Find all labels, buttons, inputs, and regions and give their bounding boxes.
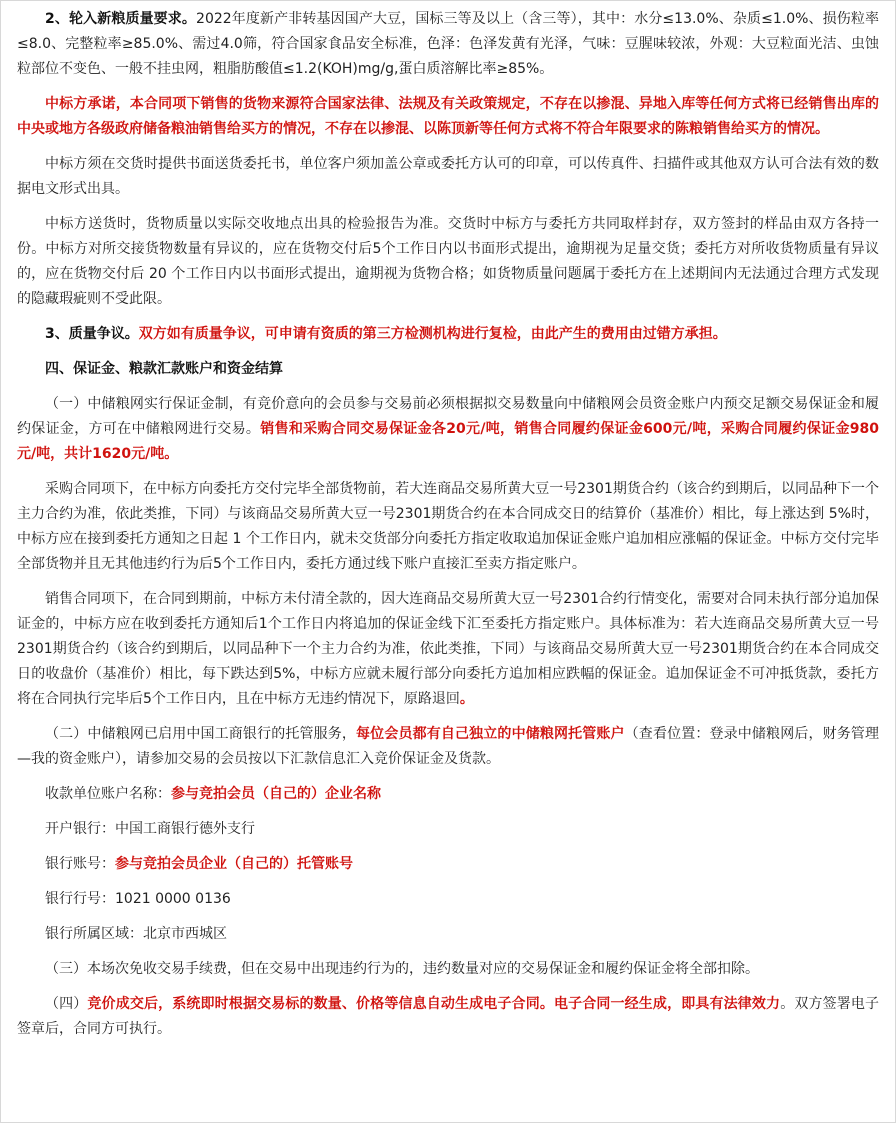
seller-commitment-text: 中标方承诺，本合同项下销售的货物来源符合国家法律、法规及有关政策规定，不存在以掺混、异地入库等任何方式将已经销售出库的中央或地方各级政府储备粮油销售给买方的情况，不存在以掺混、以陈顶新等任何方式将不符合年限要求的陈粮销售给买方的情况。 [17,96,879,137]
bank-account-label: 银行账号： [45,856,115,872]
bank-name-label: 开户银行： [45,821,115,837]
paragraph-custody-service [17,722,879,772]
paragraph-delivery-inspection [17,212,879,312]
fee-waiver-text: （三）本场次免收交易手续费，但在交易中出现违约行为的，违约数量对应的交易保证金和履约保证金将全部扣除。 [45,961,759,977]
bank-code-line [17,887,879,912]
paragraph-electronic-contract [17,992,879,1042]
deposit-system-text: （一）中储粮网实行保证金制，有竞价意向的会员参与交易前必须根据拟交易数量向中储粮网会员资金账户内预交足额交易保证金和履约保证金，方可在中储粮网进行交易。 [17,396,879,437]
sales-contract-margin-text: 销售合同项下，在合同到期前，中标方未付清全款的，因大连商品交易所黄大豆一号2301合约行情变化，需要对合同未执行部分追加保证金的，中标方应在收到委托方通知后1个工作日内将追加的保证金线下汇至委托方指定账户。具体标准为：若大连商品交易所黄大豆一号2301期货合约（该合约到期后，以同品种下一个主力合约为准，依此类推，下同）与该商品交易所黄大豆一号2301期货合约在本合同成交日的收盘价（基准价）相比，每下跌达到5%，中标方应就未履行部分向委托方追加相应跌幅的保证金。追加保证金不可冲抵货款，委托方将在合同执行完毕后5个工作日内，且在中标方无违约情况下，原路退回 [17,591,879,707]
bank-code-label: 银行行号： [45,891,115,907]
bank-account-line [17,852,879,877]
bank-name-value: 中国工商银行德外支行 [115,821,255,837]
electronic-contract-text-b: 。双方签署电子签章后，合同方可执行。 [17,996,880,1037]
bank-name-line [17,817,879,842]
section-title-deposit-settlement [17,357,879,382]
bank-region-line [17,922,879,947]
sales-contract-margin-end-mark: 。 [459,691,474,707]
paragraph-deposit-system [17,392,879,467]
delivery-authorization-text: 中标方须在交货时提供书面送货委托书，单位客户须加盖公章或委托方认可的印章，可以传真件、扫描件或其他双方认可合法有效的数据电文形式出具。 [17,156,879,197]
electronic-contract-text-a: （四） [45,996,88,1012]
quality-dispute-text: 双方如有质量争议，可申请有资质的第三方检测机构进行复检，由此产生的费用由过错方承担。 [138,326,727,342]
paragraph-fee-waiver [17,957,879,982]
custody-service-text-a: （二）中储粮网已启用中国工商银行的托管服务， [45,726,357,742]
deposit-settlement-heading: 四、保证金、粮款汇款账户和资金结算 [45,361,283,377]
paragraph-sales-contract-margin [17,587,879,712]
custody-account-highlight: 每位会员都有自己独立的中储粮网托管账户 [356,726,625,742]
purchase-contract-margin-text: 采购合同项下，在中标方向委托方交付完毕全部货物前，若大连商品交易所黄大豆一号2301期货合约（该合约到期后，以同品种下一个主力合约为准，依此类推，下同）与该商品交易所黄大豆一号2301期货合约在本合同成交日的结算价（基准价）相比，每上涨达到 5%时，中标方应在接到委托方通知之日起 1 个工作日内，就未交货部分向委托方指定收取追加保证金账户追加相应涨幅的保证金。中标方交付完毕全部货物并且无其他违约行为后5个工作日内，委托方通过线下账户直接汇至卖方指定账户。 [17,481,879,572]
paragraph-purchase-contract-margin [17,477,879,577]
deposit-amounts-text: 销售和采购合同交易保证金各20元/吨，销售合同履约保证金600元/吨，采购合同履约保证金980元/吨，共计1620元/吨。 [17,421,880,462]
account-name-label: 收款单位账户名称： [45,786,171,802]
bank-region-label: 银行所属区域： [45,926,143,942]
section-heading-quality-dispute: 3、质量争议。 [45,326,139,342]
section-heading-quality-requirements: 2、轮入新粮质量要求。 [45,11,197,27]
account-name-value: 参与竞拍会员（自己的）企业名称 [171,786,381,802]
bank-account-value: 参与竞拍会员企业（自己的）托管账号 [115,856,353,872]
account-name-line [17,782,879,807]
quality-requirements-text: 2022年度新产非转基因国产大豆，国标三等及以上（含三等），其中：水分≤13.0%、杂质≤1.0%、损伤粒率≤8.0、完整粒率≥85.0%、需过4.0筛，符合国家食品安全标准，色泽：色泽发黄有光泽，气味：豆腥味较浓，外观：大豆粒面光洁、虫蚀粒部位不变色、一般不挂虫网，粗脂肪酸值≤1.2(KOH)mg/g,蛋白质溶解比率≥85%。 [17,11,879,77]
delivery-inspection-text: 中标方送货时，货物质量以实际交收地点出具的检验报告为准。交货时中标方与委托方共同取样封存，双方签封的样品由双方各持一份。中标方对所交接货物数量有异议的，应在货物交付后5个工作日内以书面形式提出，逾期视为足量交货；委托方对所收货物质量有异议的，应在货物交付后 20 个工作日内以书面形式提出，逾期视为货物合格；如货物质量问题属于委托方在上述期间内无法通过合理方式发现的隐藏瑕疵则不受此限。 [17,216,879,307]
document-body [17,7,879,1052]
paragraph-quality-dispute [17,322,879,347]
paragraph-seller-commitment [17,92,879,142]
custody-service-text-b: （查看位置：登录中储粮网后，财务管理—我的资金账户），请参加交易的会员按以下汇款信息汇入竞价保证金及货款。 [17,726,880,767]
bank-region-value: 北京市西城区 [143,926,227,942]
paragraph-new-grain-quality [17,7,879,82]
paragraph-delivery-authorization [17,152,879,202]
bank-code-value: 1021 0000 0136 [115,891,231,907]
electronic-contract-highlight: 竞价成交后，系统即时根据交易标的数量、价格等信息自动生成电子合同。电子合同一经生成，即具有法律效力 [87,996,781,1012]
